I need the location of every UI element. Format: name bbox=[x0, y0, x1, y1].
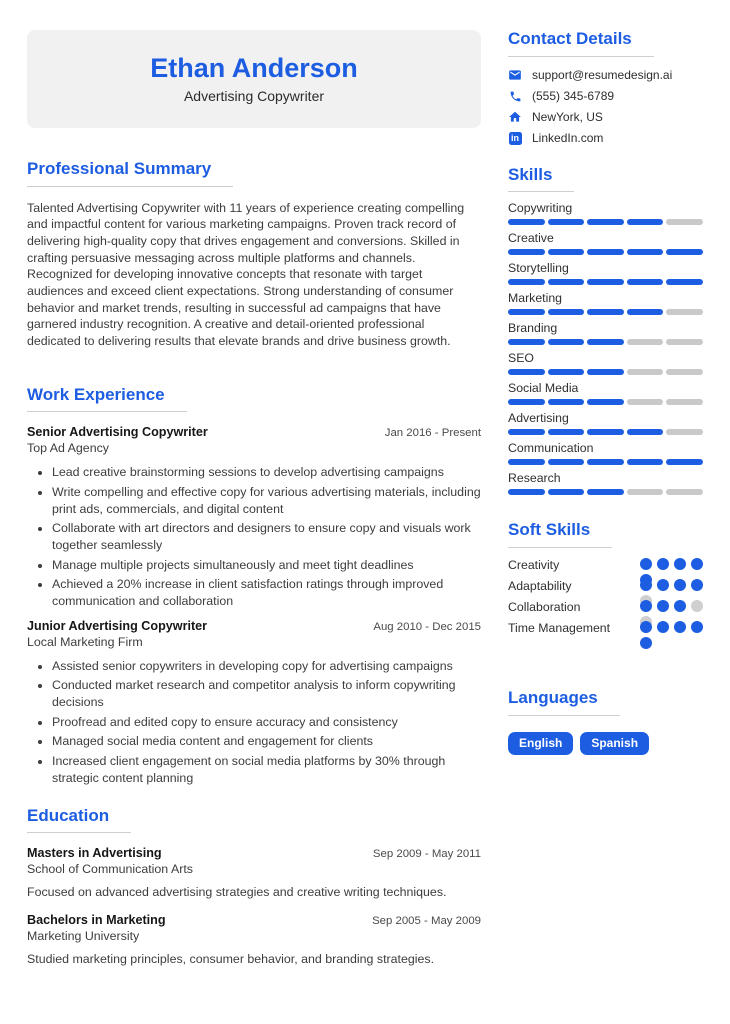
skill-bar bbox=[508, 459, 703, 465]
job-dates: Jan 2016 - Present bbox=[384, 427, 481, 440]
seg-filled bbox=[666, 459, 703, 465]
job-bullet: • Collaborate with art directors and designers to ensure copy and visuals work together seamlessly bbox=[52, 520, 481, 553]
language-badges bbox=[508, 732, 703, 755]
seg-filled bbox=[627, 429, 664, 435]
job-bullet: • Proofread and edited copy to ensure accuracy and consistency bbox=[52, 714, 481, 731]
dot-filled bbox=[640, 621, 652, 633]
skills-section bbox=[508, 166, 703, 496]
dot-filled bbox=[657, 621, 669, 633]
skill-label: SEO bbox=[508, 351, 534, 366]
seg-empty bbox=[666, 429, 703, 435]
soft-skill-row bbox=[508, 579, 703, 600]
education-description: Studied marketing principles, consumer behavior, and branding strategies. bbox=[27, 951, 435, 966]
work-entry-head bbox=[27, 619, 481, 633]
contact-phone: (555) 345-6789 bbox=[532, 89, 615, 104]
job-company: Top Ad Agency bbox=[27, 441, 109, 456]
languages-heading: Languages bbox=[508, 689, 620, 716]
dot-empty bbox=[691, 600, 703, 612]
seg-filled bbox=[587, 399, 624, 405]
seg-filled bbox=[508, 309, 545, 315]
seg-filled bbox=[548, 219, 585, 225]
seg-filled bbox=[508, 429, 545, 435]
seg-filled bbox=[508, 279, 545, 285]
seg-empty bbox=[627, 489, 664, 495]
seg-empty bbox=[627, 369, 664, 375]
soft-skill-label: Adaptability bbox=[508, 579, 572, 594]
skill-row bbox=[508, 471, 703, 495]
contact-email[interactable]: support@resumedesign.ai bbox=[532, 68, 673, 83]
contact-phone-row bbox=[508, 90, 703, 103]
education-description: Focused on advanced advertising strategies and creative writing techniques. bbox=[27, 885, 447, 900]
contact-location: NewYork, US bbox=[532, 110, 603, 125]
seg-filled bbox=[587, 249, 624, 255]
job-bullet: • Manage multiple projects simultaneously and meet tight deadlines bbox=[52, 557, 481, 574]
phone-icon bbox=[508, 89, 522, 103]
education-heading: Education bbox=[27, 807, 131, 834]
contact-list bbox=[508, 69, 703, 145]
seg-filled bbox=[548, 459, 585, 465]
work-entry bbox=[27, 425, 481, 609]
skill-bar bbox=[508, 369, 703, 375]
skill-row bbox=[508, 261, 703, 285]
skill-bar bbox=[508, 429, 703, 435]
seg-filled bbox=[627, 219, 664, 225]
skill-row bbox=[508, 381, 703, 405]
skill-bar bbox=[508, 309, 703, 315]
skill-label: Advertising bbox=[508, 411, 569, 426]
seg-empty bbox=[666, 339, 703, 345]
linkedin-icon bbox=[508, 131, 522, 145]
skill-label: Creative bbox=[508, 231, 554, 246]
seg-filled bbox=[587, 339, 624, 345]
soft-skill-dots bbox=[640, 579, 703, 591]
sidebar-column bbox=[508, 30, 703, 979]
soft-skills-section bbox=[508, 521, 703, 642]
seg-filled bbox=[508, 249, 545, 255]
dot-filled bbox=[640, 637, 652, 649]
dot-filled bbox=[657, 600, 669, 612]
job-bullet: • Achieved a 20% increase in client satisfaction ratings through improved communication and collaboration bbox=[52, 576, 481, 609]
dot-filled bbox=[640, 558, 652, 570]
seg-filled bbox=[587, 279, 624, 285]
skill-row bbox=[508, 321, 703, 345]
skill-bar bbox=[508, 399, 703, 405]
dot-filled bbox=[657, 579, 669, 591]
skill-bar bbox=[508, 279, 703, 285]
soft-skill-row bbox=[508, 600, 703, 621]
language-badge: Spanish bbox=[580, 732, 649, 755]
work-entry bbox=[27, 619, 481, 787]
dot-filled bbox=[674, 621, 686, 633]
seg-filled bbox=[548, 309, 585, 315]
job-title: Junior Advertising Copywriter bbox=[27, 618, 208, 633]
work-entry-head bbox=[27, 425, 481, 439]
summary-text: Talented Advertising Copywriter with 11 years of experience creating compelling and impactful content for various marketing campaigns. Proven track record of delivering high-quality copy that drives engagement and conversions. Skilled in crafting persuasive messaging across multiple platforms and channels. Recognized for developing innovative concepts that resonate with target audiences and exceed client expectations. Strong understanding of consumer behavior and market trends, resulting in successful ad campaigns that have garnered industry recognition. A creative and detail-oriented professional dedicated to delivering results that elevate brands and drive business growth. bbox=[27, 200, 465, 349]
education-dates: Sep 2009 - May 2011 bbox=[372, 848, 481, 861]
job-bullet: • Managed social media content and engagement for clients bbox=[52, 733, 481, 750]
seg-empty bbox=[627, 339, 664, 345]
seg-filled bbox=[508, 459, 545, 465]
job-bullet: • Conducted market research and competitor analysis to inform copywriting decisions bbox=[52, 677, 481, 710]
contact-email-row bbox=[508, 69, 703, 82]
school-name: School of Communication Arts bbox=[27, 862, 193, 877]
job-bullets bbox=[27, 658, 481, 787]
skill-label: Communication bbox=[508, 441, 594, 456]
soft-skill-dots bbox=[640, 558, 703, 570]
seg-filled bbox=[587, 219, 624, 225]
skill-row bbox=[508, 231, 703, 255]
skill-label: Research bbox=[508, 471, 561, 486]
seg-filled bbox=[508, 339, 545, 345]
linkedin-glyph: in bbox=[509, 132, 522, 145]
dot-filled bbox=[640, 579, 652, 591]
seg-filled bbox=[548, 369, 585, 375]
job-bullet: • Increased client engagement on social media platforms by 30% through strategic content planning bbox=[52, 753, 481, 786]
candidate-name: Ethan Anderson bbox=[150, 52, 358, 83]
skill-bar bbox=[508, 249, 703, 255]
seg-filled bbox=[548, 249, 585, 255]
skill-row bbox=[508, 291, 703, 315]
soft-skills-list bbox=[508, 558, 703, 642]
education-entries bbox=[27, 846, 481, 967]
skills-heading: Skills bbox=[508, 166, 574, 193]
seg-filled bbox=[627, 249, 664, 255]
dot-filled bbox=[674, 600, 686, 612]
seg-empty bbox=[666, 219, 703, 225]
seg-filled bbox=[548, 339, 585, 345]
job-bullet: • Lead creative brainstorming sessions to develop advertising campaigns bbox=[52, 464, 481, 481]
home-icon bbox=[508, 110, 522, 124]
education-entry-head bbox=[27, 913, 481, 927]
soft-skill-dots bbox=[640, 621, 703, 633]
soft-skill-label: Time Management bbox=[508, 621, 611, 636]
seg-filled bbox=[587, 429, 624, 435]
skill-row bbox=[508, 441, 703, 465]
seg-filled bbox=[508, 369, 545, 375]
education-dates: Sep 2005 - May 2009 bbox=[372, 914, 481, 927]
seg-filled bbox=[587, 459, 624, 465]
seg-filled bbox=[627, 309, 664, 315]
soft-skill-label: Collaboration bbox=[508, 600, 581, 615]
contact-heading: Contact Details bbox=[508, 30, 654, 57]
dot-filled bbox=[691, 558, 703, 570]
seg-filled bbox=[627, 459, 664, 465]
contact-linkedin[interactable]: LinkedIn.com bbox=[532, 131, 604, 146]
dot-filled bbox=[640, 600, 652, 612]
job-bullet: • Assisted senior copywriters in developing copy for advertising campaigns bbox=[52, 658, 481, 675]
seg-filled bbox=[627, 279, 664, 285]
soft-skill-label: Creativity bbox=[508, 558, 560, 573]
skill-bar bbox=[508, 339, 703, 345]
dot-filled bbox=[691, 621, 703, 633]
work-entries bbox=[27, 425, 481, 786]
job-bullets bbox=[27, 464, 481, 609]
seg-empty bbox=[666, 369, 703, 375]
languages-section bbox=[508, 689, 703, 755]
seg-filled bbox=[666, 279, 703, 285]
skill-bar bbox=[508, 489, 703, 495]
skill-label: Branding bbox=[508, 321, 558, 336]
work-heading: Work Experience bbox=[27, 386, 187, 413]
dot-filled bbox=[674, 579, 686, 591]
soft-skills-heading: Soft Skills bbox=[508, 521, 612, 548]
education-section bbox=[27, 807, 481, 968]
seg-filled bbox=[587, 489, 624, 495]
seg-filled bbox=[508, 219, 545, 225]
school-name: Marketing University bbox=[27, 928, 140, 943]
soft-skill-row bbox=[508, 558, 703, 579]
seg-empty bbox=[627, 399, 664, 405]
envelope-icon bbox=[508, 68, 522, 82]
dot-filled bbox=[674, 558, 686, 570]
education-entry-head bbox=[27, 846, 481, 860]
skill-bar bbox=[508, 219, 703, 225]
seg-filled bbox=[548, 489, 585, 495]
soft-skill-dots bbox=[640, 600, 703, 612]
summary-heading: Professional Summary bbox=[27, 160, 233, 187]
dot-filled bbox=[691, 579, 703, 591]
skill-label: Marketing bbox=[508, 291, 562, 306]
education-entry bbox=[27, 846, 481, 901]
contact-location-row bbox=[508, 111, 703, 124]
job-company: Local Marketing Firm bbox=[27, 634, 143, 649]
job-bullet: • Write compelling and effective copy for various advertising materials, including print ads, commercials, and digital content bbox=[52, 484, 481, 517]
seg-filled bbox=[587, 369, 624, 375]
degree-title: Masters in Advertising bbox=[27, 846, 162, 861]
seg-empty bbox=[666, 489, 703, 495]
seg-filled bbox=[666, 249, 703, 255]
candidate-title: Advertising Copywriter bbox=[183, 88, 325, 105]
job-title: Senior Advertising Copywriter bbox=[27, 425, 208, 440]
summary-section bbox=[27, 160, 481, 350]
job-dates: Aug 2010 - Dec 2015 bbox=[373, 620, 481, 633]
skill-row bbox=[508, 351, 703, 375]
skills-list bbox=[508, 201, 703, 495]
seg-filled bbox=[587, 309, 624, 315]
seg-empty bbox=[666, 309, 703, 315]
skill-row bbox=[508, 411, 703, 435]
skill-label: Copywriting bbox=[508, 201, 573, 216]
language-badge: English bbox=[508, 732, 573, 755]
contact-linkedin-row bbox=[508, 132, 703, 145]
contact-section bbox=[508, 30, 703, 145]
main-column bbox=[27, 30, 481, 979]
skill-label: Social Media bbox=[508, 381, 579, 396]
soft-skill-row bbox=[508, 621, 703, 642]
skill-label: Storytelling bbox=[508, 261, 569, 276]
degree-title: Bachelors in Marketing bbox=[27, 912, 166, 927]
seg-filled bbox=[548, 429, 585, 435]
seg-filled bbox=[548, 399, 585, 405]
skill-row bbox=[508, 201, 703, 225]
header-band bbox=[27, 30, 481, 128]
seg-empty bbox=[666, 399, 703, 405]
work-section bbox=[27, 386, 481, 787]
seg-filled bbox=[508, 489, 545, 495]
dot-filled bbox=[657, 558, 669, 570]
seg-filled bbox=[508, 399, 545, 405]
seg-filled bbox=[548, 279, 585, 285]
education-entry bbox=[27, 913, 481, 968]
